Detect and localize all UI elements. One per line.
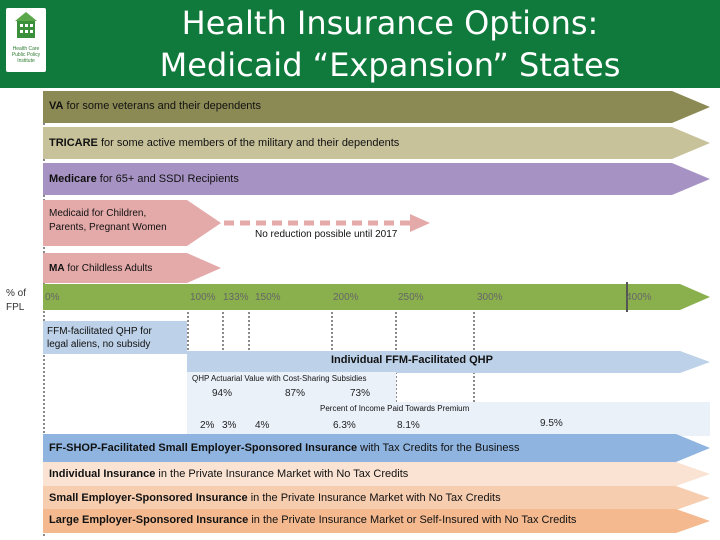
ffm-legal-aliens-line2: legal aliens, no subsidy (47, 339, 151, 350)
fpl-axis-label-line1: % of (6, 288, 27, 299)
fpl-axis-label (6, 287, 26, 315)
large-employer-label: Large Employer-Sponsored Insurance in the Private Insurance Market or Self-Insured with No Tax Credits (49, 514, 577, 526)
premium-value-9-5: 9.5% (540, 418, 563, 429)
tick-0: 0% (45, 292, 60, 303)
va-label: VA for some veterans and their dependents (49, 100, 261, 112)
logo-text: Health Care Public Policy Institute (11, 46, 41, 64)
premium-value-8-1: 8.1% (397, 420, 420, 431)
premium-label: Percent of Income Paid Towards Premium (320, 404, 470, 413)
actuarial-value-94: 94% (212, 388, 233, 399)
organization-logo (6, 8, 46, 72)
medicaid-label (49, 207, 167, 235)
no-reduction-label: No reduction possible until 2017 (255, 229, 398, 240)
individual-ffm-label: Individual FFM-Facilitated QHP (331, 354, 493, 366)
header-bar (0, 0, 720, 88)
ffm-legal-aliens-line1: FFM-facilitated QHP for (47, 326, 152, 337)
tricare-label: TRICARE for some active members of the military and their dependents (49, 137, 400, 149)
premium-value-2: 2% (200, 420, 215, 431)
title-line-1: Health Insurance Options: (181, 4, 599, 42)
tick-200: 200% (333, 292, 359, 303)
tick-100: 100% (190, 292, 216, 303)
title-line-2: Medicaid “Expansion” States (159, 46, 621, 84)
tick-133: 133% (223, 292, 249, 303)
actuarial-value-87: 87% (285, 388, 306, 399)
actuarial-value-73: 73% (350, 388, 371, 399)
tick-250: 250% (398, 292, 424, 303)
tick-300: 300% (477, 292, 503, 303)
ffm-legal-aliens-label (47, 325, 152, 351)
individual-insurance-label: Individual Insurance in the Private Insurance Market with No Tax Credits (49, 468, 409, 480)
medicaid-label-line1: Medicaid for Children, (49, 208, 147, 219)
tick-150: 150% (255, 292, 281, 303)
premium-value-6-3: 6.3% (333, 420, 356, 431)
building-icon (15, 12, 37, 40)
ma-label: MA for Childless Adults (49, 263, 153, 274)
actuarial-value-label: QHP Actuarial Value with Cost-Sharing Subsidies (192, 374, 367, 383)
small-employer-label: Small Employer-Sponsored Insurance in the Private Insurance Market with No Tax Credits (49, 492, 501, 504)
medicare-label: Medicare for 65+ and SSDI Recipients (49, 173, 239, 185)
fpl-axis-arrow (43, 284, 710, 310)
tick-400: 400% (626, 292, 652, 303)
premium-value-4: 4% (255, 420, 270, 431)
page-title (60, 2, 720, 86)
ff-shop-label: FF-SHOP-Facilitated Small Employer-Sponsored Insurance with Tax Credits for the Business (49, 442, 520, 454)
medicaid-label-line2: Parents, Pregnant Women (49, 222, 167, 233)
premium-value-3: 3% (222, 420, 237, 431)
fpl-axis-label-line2: FPL (6, 302, 25, 313)
